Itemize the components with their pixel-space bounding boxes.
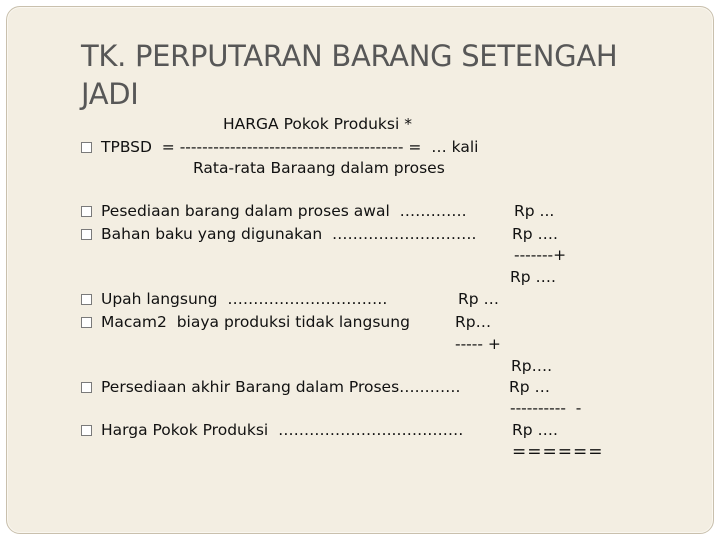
item-value-direct-labor: Rp …: [458, 290, 500, 308]
subtotal-2: Rp….: [511, 357, 553, 375]
bullet-icon: [81, 317, 92, 328]
item-value-overhead: Rp…: [455, 313, 492, 331]
item-value-raw-material: Rp ….: [512, 225, 558, 243]
item-label-opening-wip: Pesediaan barang dalam proses awal ………….: [101, 202, 467, 220]
item-label-cogm: Harga Pokok Produksi …………………..…….……: [101, 421, 464, 439]
bullet-icon: [81, 142, 92, 153]
item-label-direct-labor: Upah langsung ………………………….: [101, 290, 388, 308]
item-value-closing-wip: Rp …: [509, 378, 551, 396]
item-label-overhead: Macam2 biaya produksi tidak langsung: [101, 313, 410, 331]
bullet-icon: [81, 382, 92, 393]
slide-title: TK. PERPUTARAN BARANG SETENGAH JADI: [81, 39, 618, 111]
item-label-closing-wip: Persediaan akhir Barang dalam Proses…..…….: [101, 378, 461, 396]
separator-plus-1: -------+: [514, 246, 567, 264]
bullet-icon: [81, 294, 92, 305]
item-value-opening-wip: Rp ...: [514, 202, 555, 220]
formula-line: TPBSD = ---------------------------------------- = … kali: [101, 138, 479, 156]
total-underline: ======: [512, 442, 604, 462]
item-value-cogm: Rp ….: [512, 421, 558, 439]
bullet-icon: [81, 425, 92, 436]
separator-minus: ---------- -: [510, 399, 582, 417]
formula-denominator: Rata-rata Baraang dalam proses: [193, 159, 445, 177]
separator-plus-2: ----- +: [455, 335, 501, 353]
subtotal-1: Rp ….: [510, 268, 556, 286]
formula-numerator: HARGA Pokok Produksi *: [223, 115, 412, 133]
slide: [6, 6, 714, 534]
bullet-icon: [81, 206, 92, 217]
bullet-icon: [81, 229, 92, 240]
item-label-raw-material: Bahan baku yang digunakan ……………………….: [101, 225, 477, 243]
